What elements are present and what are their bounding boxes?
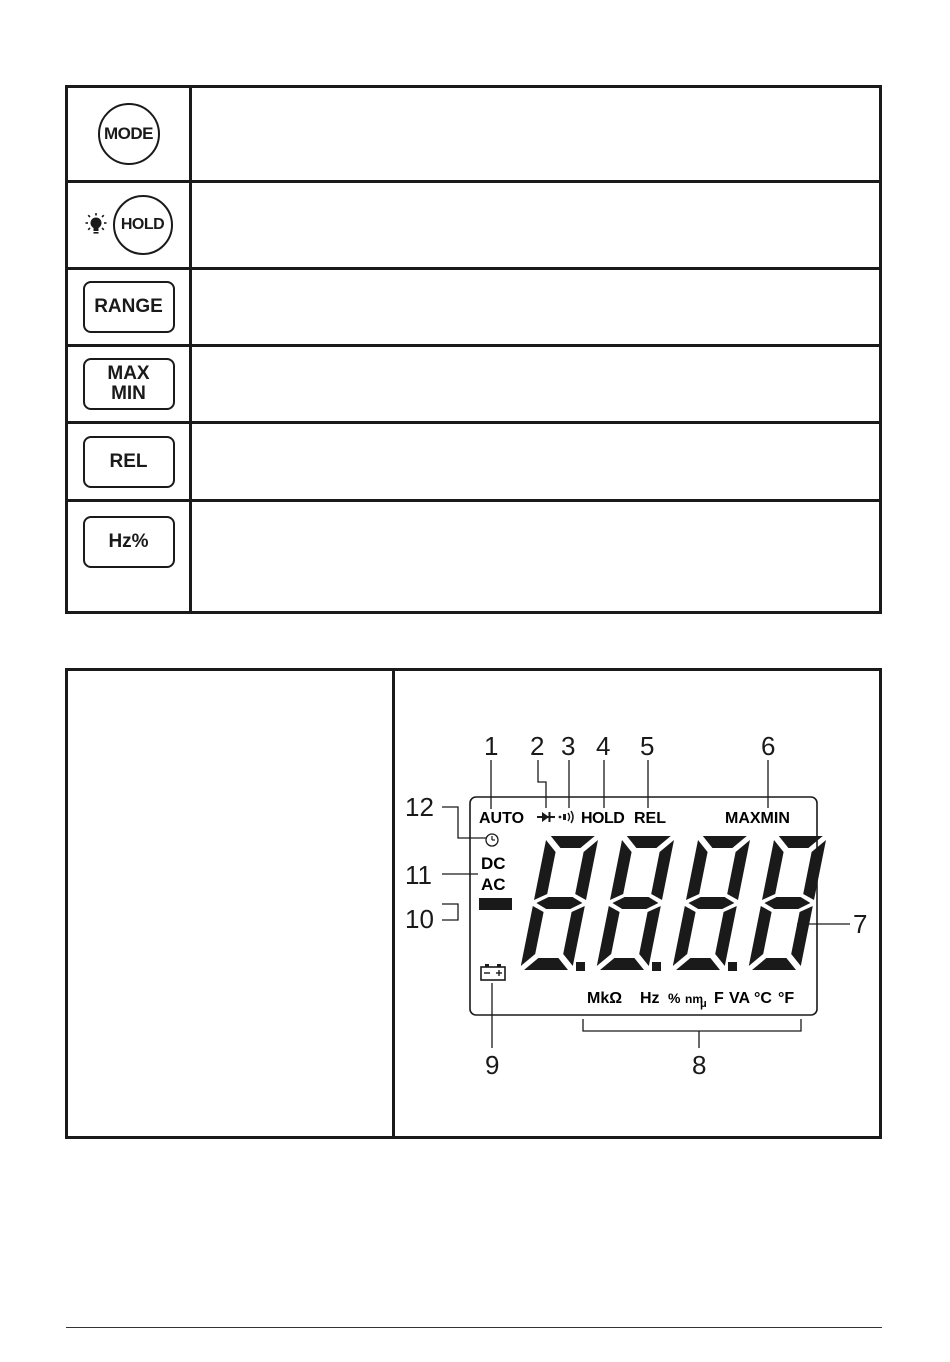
callout-2: 2 — [530, 731, 545, 761]
lcd-seven-segment-digits — [521, 836, 826, 971]
segment-g — [688, 897, 734, 909]
callout-5: 5 — [640, 731, 655, 761]
maxmin-label-top: MAX — [107, 363, 150, 384]
segment-a — [703, 836, 747, 848]
callout-8: 8 — [692, 1050, 707, 1080]
lcd-unit-f: F — [714, 990, 724, 1007]
hz-percent-button: Hz% — [83, 516, 175, 568]
lcd-unit-mu: μ — [700, 998, 707, 1010]
lcd-maxmin: MAXMIN — [725, 810, 790, 827]
segment-d — [676, 958, 720, 970]
segment-b — [575, 840, 598, 900]
lcd-unit-degc: °C — [754, 990, 772, 1007]
callout-9: 9 — [485, 1050, 500, 1080]
maxmin-label-bottom: MIN — [111, 383, 146, 404]
diode-icon — [537, 812, 555, 822]
segment-g — [612, 897, 658, 909]
hold-button: HOLD — [113, 195, 173, 255]
lcd-unit-nm: nm — [685, 992, 703, 1006]
callout-12: 12 — [405, 792, 434, 822]
lcd-unit-mk-ohm: MkΩ — [587, 990, 623, 1007]
lcd-dc: DC — [481, 854, 506, 873]
callout-1: 1 — [484, 731, 499, 761]
segment-d — [600, 958, 644, 970]
lcd-unit-degf: °F — [778, 990, 795, 1007]
lcd-hold: HOLD — [581, 810, 625, 827]
segment-e — [597, 906, 620, 966]
segment-e — [673, 906, 696, 966]
segment-e — [521, 906, 544, 966]
segment-f — [534, 840, 556, 900]
segment-b — [727, 840, 750, 900]
segment-c — [715, 906, 737, 966]
segment-a — [551, 836, 595, 848]
continuity-beeper-icon — [559, 811, 573, 823]
segment-d — [524, 958, 568, 970]
lcd-ac: AC — [481, 875, 506, 894]
segment-b — [651, 840, 674, 900]
segment-e — [749, 906, 772, 966]
decimal-point — [728, 962, 737, 971]
segment-f — [610, 840, 632, 900]
low-battery-icon — [481, 964, 505, 980]
footer-rule — [66, 1327, 882, 1328]
segment-f — [762, 840, 784, 900]
segment-f — [686, 840, 708, 900]
lcd-negative-bar — [479, 898, 512, 910]
auto-power-off-clock-icon — [486, 834, 498, 846]
decimal-point — [576, 962, 585, 971]
segment-d — [752, 958, 796, 970]
segment-g — [764, 897, 810, 909]
decimal-point — [652, 962, 661, 971]
lcd-unit-hz: Hz — [640, 990, 660, 1007]
callout-3: 3 — [561, 731, 576, 761]
lcd-unit-percent: % — [668, 990, 681, 1006]
lcd-unit-va: VA — [729, 990, 751, 1007]
segment-g — [536, 897, 582, 909]
callout-6: 6 — [761, 731, 776, 761]
mode-button: MODE — [98, 103, 160, 165]
callout-4: 4 — [596, 731, 611, 761]
segment-b — [803, 840, 826, 900]
callout-10: 10 — [405, 904, 434, 934]
segment-c — [563, 906, 585, 966]
lcd-rel: REL — [634, 810, 666, 827]
callout-11: 11 — [405, 860, 432, 890]
rel-button: REL — [83, 436, 175, 488]
callout-7: 7 — [853, 909, 868, 939]
segment-c — [639, 906, 661, 966]
segment-c — [791, 906, 813, 966]
lcd-auto: AUTO — [479, 810, 525, 827]
segment-a — [627, 836, 671, 848]
range-button: RANGE — [83, 281, 175, 333]
